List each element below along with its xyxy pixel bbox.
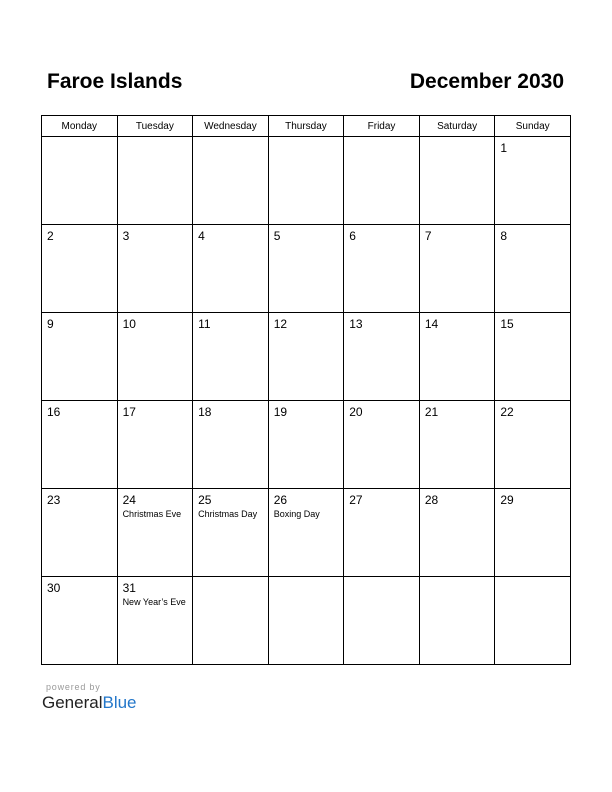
- calendar-day-cell: [344, 401, 420, 489]
- calendar-day-cell: [495, 489, 571, 577]
- calendar-day-cell: [268, 489, 344, 577]
- calendar-day-cell: [344, 577, 420, 665]
- day-number: 14: [424, 317, 439, 331]
- holiday-label: Christmas Day: [198, 509, 258, 519]
- holiday-label: New Year’s Eve: [122, 597, 186, 607]
- weekday-header-row: [42, 116, 571, 137]
- holiday-label: Christmas Eve: [122, 509, 182, 519]
- day-number: 11: [198, 317, 211, 331]
- calendar-day-cell: [117, 313, 193, 401]
- month-title: December 2030: [409, 70, 564, 93]
- day-number: 23: [47, 493, 61, 507]
- calendar-day-cell: [193, 137, 269, 225]
- day-number: 29: [500, 493, 514, 507]
- region-title: Faroe Islands: [47, 70, 183, 93]
- calendar-day-cell: [117, 401, 193, 489]
- calendar-week-row: [42, 401, 571, 489]
- day-number: 2: [47, 229, 54, 243]
- day-number: 28: [424, 493, 439, 507]
- day-number: 5: [273, 229, 281, 243]
- calendar-day-cell: [495, 401, 571, 489]
- calendar-day-cell: [495, 225, 571, 313]
- powered-by-label: powered by: [46, 682, 101, 692]
- day-number: 30: [47, 581, 61, 595]
- calendar-day-cell: [268, 225, 344, 313]
- calendar-day-cell: [117, 225, 193, 313]
- calendar-day-cell: [268, 577, 344, 665]
- calendar-day-cell: [42, 137, 118, 225]
- calendar-day-cell: [268, 313, 344, 401]
- calendar-week-row: [42, 137, 571, 225]
- weekday-header: Friday: [344, 116, 420, 137]
- day-number: 1: [500, 141, 508, 155]
- calendar-day-cell: [268, 137, 344, 225]
- calendar-day-cell: [117, 137, 193, 225]
- weekday-header: Saturday: [419, 116, 495, 137]
- calendar-day-cell: [193, 577, 269, 665]
- calendar-day-cell: [193, 401, 269, 489]
- weekday-header: Thursday: [268, 116, 344, 137]
- calendar-day-cell: [42, 401, 118, 489]
- calendar-day-cell: [42, 313, 118, 401]
- calendar-week-row: [42, 489, 571, 577]
- day-number: 25: [198, 493, 212, 507]
- calendar-day-cell: [117, 577, 193, 665]
- calendar-day-cell: [344, 313, 420, 401]
- weekday-header: Sunday: [495, 116, 571, 137]
- weekday-header: Tuesday: [117, 116, 193, 137]
- calendar-day-cell: [117, 489, 193, 577]
- day-number: 17: [122, 405, 136, 419]
- calendar-day-cell: [419, 313, 495, 401]
- calendar-day-cell: [344, 225, 420, 313]
- calendar-week-row: [42, 225, 571, 313]
- calendar-day-cell: [193, 225, 269, 313]
- day-number: 16: [47, 405, 61, 419]
- calendar-week-row: [42, 313, 571, 401]
- day-number: 22: [500, 405, 514, 419]
- brand-logo[interactable]: [42, 693, 137, 713]
- calendar-day-cell: [344, 489, 420, 577]
- calendar-day-cell: [419, 137, 495, 225]
- calendar-week-row: [42, 577, 571, 665]
- day-number: 3: [122, 229, 130, 243]
- day-number: 21: [424, 405, 439, 419]
- day-number: 31: [122, 581, 136, 595]
- brand-general: General: [42, 693, 103, 712]
- calendar-day-cell: [42, 577, 118, 665]
- day-number: 10: [122, 317, 136, 331]
- day-number: 19: [273, 405, 288, 419]
- calendar-day-cell: [344, 137, 420, 225]
- calendar-grid: [41, 115, 571, 665]
- day-number: 9: [47, 317, 54, 331]
- calendar-day-cell: [42, 489, 118, 577]
- day-number: 8: [500, 229, 508, 243]
- day-number: 20: [349, 405, 363, 419]
- day-number: 24: [122, 493, 136, 507]
- weekday-header: Monday: [42, 116, 118, 137]
- calendar-day-cell: [42, 225, 118, 313]
- brand-blue: Blue: [102, 693, 137, 712]
- day-number: 18: [198, 405, 212, 419]
- calendar-day-cell: [495, 577, 571, 665]
- day-number: 15: [500, 317, 514, 331]
- calendar-day-cell: [495, 137, 571, 225]
- calendar-day-cell: [419, 225, 495, 313]
- holiday-label: Boxing Day: [273, 509, 320, 519]
- calendar-day-cell: [193, 489, 269, 577]
- day-number: 4: [198, 229, 205, 243]
- calendar-day-cell: [419, 489, 495, 577]
- day-number: 12: [273, 317, 288, 331]
- day-number: 27: [349, 493, 363, 507]
- day-number: 13: [349, 317, 363, 331]
- calendar-day-cell: [268, 401, 344, 489]
- day-number: 26: [273, 493, 288, 507]
- day-number: 6: [349, 229, 356, 243]
- calendar-day-cell: [193, 313, 269, 401]
- calendar-day-cell: [419, 577, 495, 665]
- weekday-header: Wednesday: [193, 116, 269, 137]
- calendar-day-cell: [419, 401, 495, 489]
- day-number: 7: [424, 229, 432, 243]
- calendar-day-cell: [495, 313, 571, 401]
